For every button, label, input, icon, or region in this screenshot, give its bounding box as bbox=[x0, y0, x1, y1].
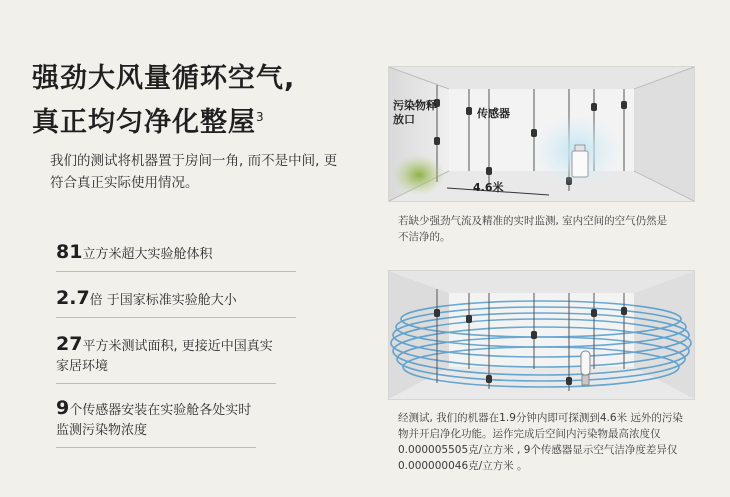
sensor-label: 传感器 bbox=[477, 107, 510, 120]
stat-text: 倍 于国家标准实验舱大小 bbox=[89, 293, 237, 308]
distance-label: 4.6米 bbox=[473, 181, 504, 194]
headline-line2-text: 真正均匀净化整屋 bbox=[32, 107, 256, 138]
stat-number: 9 bbox=[56, 397, 70, 419]
stat-text: 个传感器安装在实验舱各处实时监测污染物浓度 bbox=[56, 403, 252, 438]
stat-number: 2.7 bbox=[56, 287, 90, 309]
pollutant-source-label: 污染物释放口 bbox=[393, 99, 437, 126]
top-caption: 若缺少强劲气流及精准的实时监测, 室内空间的空气仍然是不洁净的。 bbox=[398, 215, 668, 243]
room-diagram-with-airflow bbox=[388, 270, 695, 400]
stat-number: 27 bbox=[56, 333, 83, 355]
room-illustration bbox=[389, 67, 694, 201]
stat-number: 81 bbox=[56, 241, 83, 263]
bottom-caption: 经测试, 我们的机器在1.9分钟内即可探测到4.6米 远外的污染物并开启净化功能。运作完成后空间内污染物最高浓度仅0.000005505克/立方米 , 9个传感器显示空气洁净度差异仅0.000000046克/立方米 。 bbox=[398, 412, 683, 472]
stat-sensors bbox=[56, 398, 256, 448]
stat-text: 立方米超大实验舱体积 bbox=[82, 247, 213, 262]
stat-size-ratio bbox=[56, 288, 296, 318]
intro-text: 我们的测试将机器置于房间一角, 而不是中间, 更符合真正实际使用情况。 bbox=[50, 153, 338, 191]
headline-line2 bbox=[32, 98, 332, 142]
room-diagram-without-airflow bbox=[388, 66, 695, 202]
airflow-illustration bbox=[389, 271, 694, 399]
stat-text: 平方米测试面积, 更接近中国真实家居环境 bbox=[56, 339, 273, 374]
footnote-mark: 3 bbox=[256, 110, 265, 124]
stat-area bbox=[56, 334, 276, 384]
headline-line1: 强劲大风量循环空气, bbox=[32, 63, 296, 94]
stat-volume bbox=[56, 242, 296, 272]
headline bbox=[32, 60, 332, 142]
